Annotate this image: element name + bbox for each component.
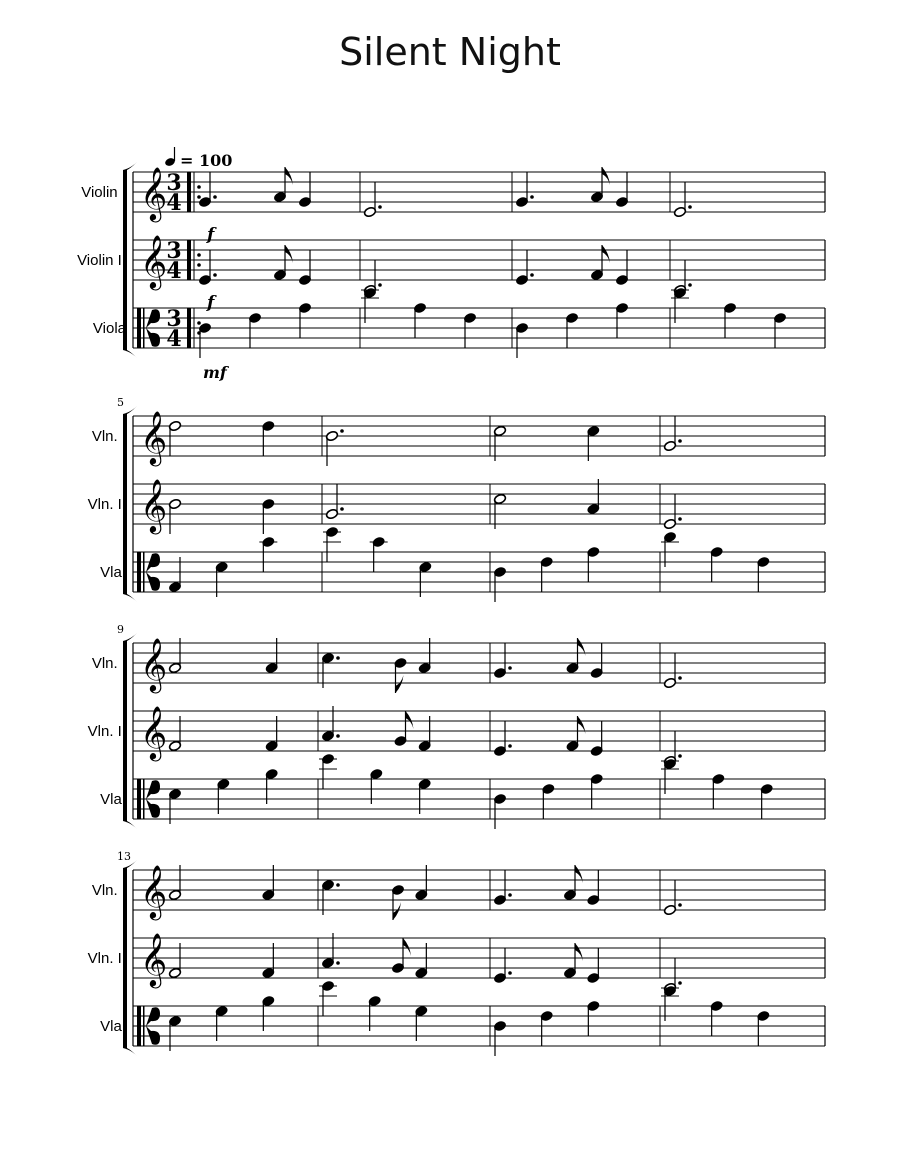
note — [590, 773, 603, 809]
note — [757, 1010, 770, 1046]
note — [710, 1000, 723, 1036]
note — [463, 312, 476, 348]
instrument-label: Vln. I — [91, 655, 126, 672]
treble-clef-icon: 𝄞 — [140, 234, 168, 288]
note — [319, 980, 337, 1016]
instrument-label: Vln. II — [87, 496, 126, 513]
time-signature-top: 3 — [166, 238, 182, 264]
note — [515, 322, 528, 358]
dynamic-viola: mf — [203, 363, 227, 382]
instrument-label: Vla. — [100, 564, 126, 581]
system — [88, 396, 825, 602]
treble-clef-icon: 𝄞 — [140, 166, 168, 220]
note — [262, 498, 275, 534]
note — [615, 172, 628, 208]
time-signature-bottom: 4 — [166, 326, 182, 352]
note — [615, 250, 628, 286]
dynamic-violin1: f — [207, 225, 215, 245]
note — [590, 643, 603, 679]
instrument-label: Violin I — [81, 184, 126, 201]
note — [493, 566, 506, 602]
time-signature-top: 3 — [166, 170, 182, 196]
note — [565, 312, 578, 348]
note — [248, 312, 261, 348]
measure-number: 9 — [117, 623, 124, 636]
note — [587, 546, 600, 582]
instrument-label: Vla. — [100, 1018, 126, 1035]
instrument-label: Viola — [92, 320, 126, 337]
note — [198, 322, 211, 358]
note — [391, 884, 404, 920]
treble-clef-icon: 𝄞 — [140, 478, 168, 532]
system — [88, 850, 825, 1056]
note — [370, 536, 388, 572]
note — [540, 556, 553, 592]
note — [493, 793, 506, 829]
instrument-label: Violin II — [77, 252, 126, 269]
note — [319, 753, 337, 789]
time-signature-bottom: 4 — [166, 190, 182, 216]
note — [757, 556, 770, 592]
measure-number: 5 — [117, 396, 124, 409]
measure-number: 13 — [117, 850, 131, 863]
note — [587, 870, 600, 906]
tempo-marking — [164, 147, 232, 170]
tempo-text: = 100 — [180, 151, 233, 170]
note — [325, 429, 343, 466]
note — [712, 773, 725, 809]
system — [77, 147, 825, 382]
time-signature-bottom: 4 — [166, 258, 182, 284]
score-title: Silent Night — [339, 30, 561, 74]
note — [259, 536, 277, 572]
instrument-label: Vla. — [100, 791, 126, 808]
note — [493, 1020, 506, 1056]
note — [615, 302, 628, 338]
note — [710, 546, 723, 582]
note — [323, 526, 341, 562]
instrument-label: Vln. II — [87, 950, 126, 967]
treble-clef-icon: 𝄞 — [140, 864, 168, 918]
note — [168, 498, 181, 534]
note — [298, 302, 311, 338]
note — [587, 1000, 600, 1036]
treble-clef-icon: 𝄞 — [140, 932, 168, 986]
treble-clef-icon: 𝄞 — [140, 637, 168, 691]
note — [590, 721, 603, 757]
treble-clef-icon: 𝄞 — [140, 705, 168, 759]
time-signature-top: 3 — [166, 306, 182, 332]
note — [298, 172, 311, 208]
instrument-label: Vln. II — [87, 723, 126, 740]
note — [298, 250, 311, 286]
instrument-label: Vln. I — [91, 428, 126, 445]
note — [262, 420, 275, 456]
system — [88, 623, 825, 829]
note — [760, 783, 773, 819]
note — [542, 783, 555, 819]
note — [394, 657, 407, 693]
dynamic-violin2: f — [207, 293, 215, 313]
treble-clef-icon: 𝄞 — [140, 410, 168, 464]
note — [540, 1010, 553, 1046]
note — [773, 312, 786, 348]
note — [587, 948, 600, 984]
note — [413, 302, 426, 338]
instrument-label: Vln. I — [91, 882, 126, 899]
note — [723, 302, 736, 338]
note — [168, 420, 181, 456]
